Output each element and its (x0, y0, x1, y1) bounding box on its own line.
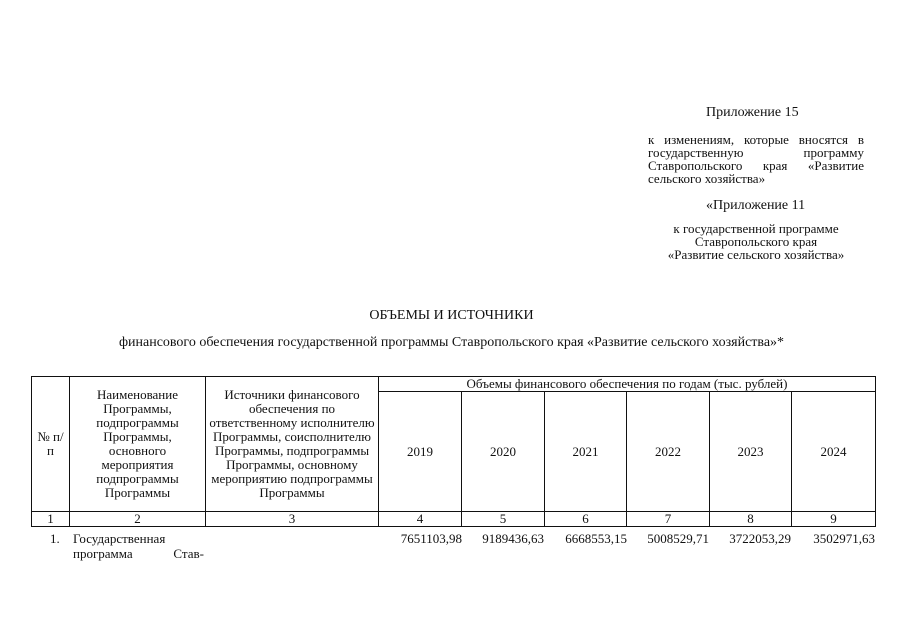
appendix-title: Приложение 15 (706, 105, 799, 120)
appendix2-text (648, 222, 864, 261)
row-1-name-word: программа (73, 546, 133, 561)
header-year-2022: 2022 (627, 392, 710, 512)
document-title: ОБЪЕМЫ И ИСТОЧНИКИ (369, 308, 534, 323)
column-number: 5 (462, 512, 545, 527)
appendix-text: к изменениям, которые вносятся в государственную программу Ставропольского края «Развитие сельского хозяйства» (648, 132, 864, 186)
column-number: 1 (32, 512, 70, 527)
row-1-value-2024: 3502971,63 (813, 531, 875, 546)
header-year-2021: 2021 (545, 392, 627, 512)
header-year-2020: 2020 (462, 392, 545, 512)
column-number: 7 (627, 512, 710, 527)
row-1-value-2021: 6668553,15 (565, 531, 627, 546)
row-1-name-word: Став- (173, 546, 204, 561)
row-1-name-line-2 (73, 546, 204, 561)
row-1-value-2023: 3722053,29 (729, 531, 791, 546)
column-number: 9 (792, 512, 876, 527)
row-1-number: 1. (50, 531, 60, 546)
appendix2-line-3: «Развитие сельского хозяйства» (667, 247, 845, 262)
row-1-name (73, 531, 204, 561)
header-year-2019: 2019 (379, 392, 462, 512)
appendix2-line-2: Ставропольского края (694, 234, 818, 249)
header-year-2023: 2023 (710, 392, 792, 512)
appendix2-title: «Приложение 11 (706, 198, 806, 213)
header-name: Наименование Программы, подпрограммы Программы, основного мероприятия подпрограммы Программы (70, 377, 206, 512)
header-sources: Источники финансового обеспечения по ответственному исполнителю Программы, соисполнителю Программы, подпрограммы Программы, основному мероприятию подпрограммы Программы (206, 377, 379, 512)
column-number: 6 (545, 512, 627, 527)
column-number: 4 (379, 512, 462, 527)
header-num: № п/п (32, 377, 70, 512)
row-1-value-2019: 7651103,98 (400, 531, 462, 546)
row-1-value-2022: 5008529,71 (647, 531, 709, 546)
row-1-value-2020: 9189436,63 (482, 531, 544, 546)
row-1-name-line-1: Государственная (73, 531, 166, 546)
appendix2-line-1: к государственной программе (673, 221, 839, 236)
column-number: 8 (710, 512, 792, 527)
financing-table (31, 376, 876, 527)
header-year-2024: 2024 (792, 392, 876, 512)
column-number: 3 (206, 512, 379, 527)
header-volumes: Объемы финансового обеспечения по годам (тыс. рублей) (379, 377, 876, 392)
document-subtitle: финансового обеспечения государственной программы Ставропольского края «Развитие сельского хозяйства»* (118, 335, 785, 350)
column-number: 2 (70, 512, 206, 527)
